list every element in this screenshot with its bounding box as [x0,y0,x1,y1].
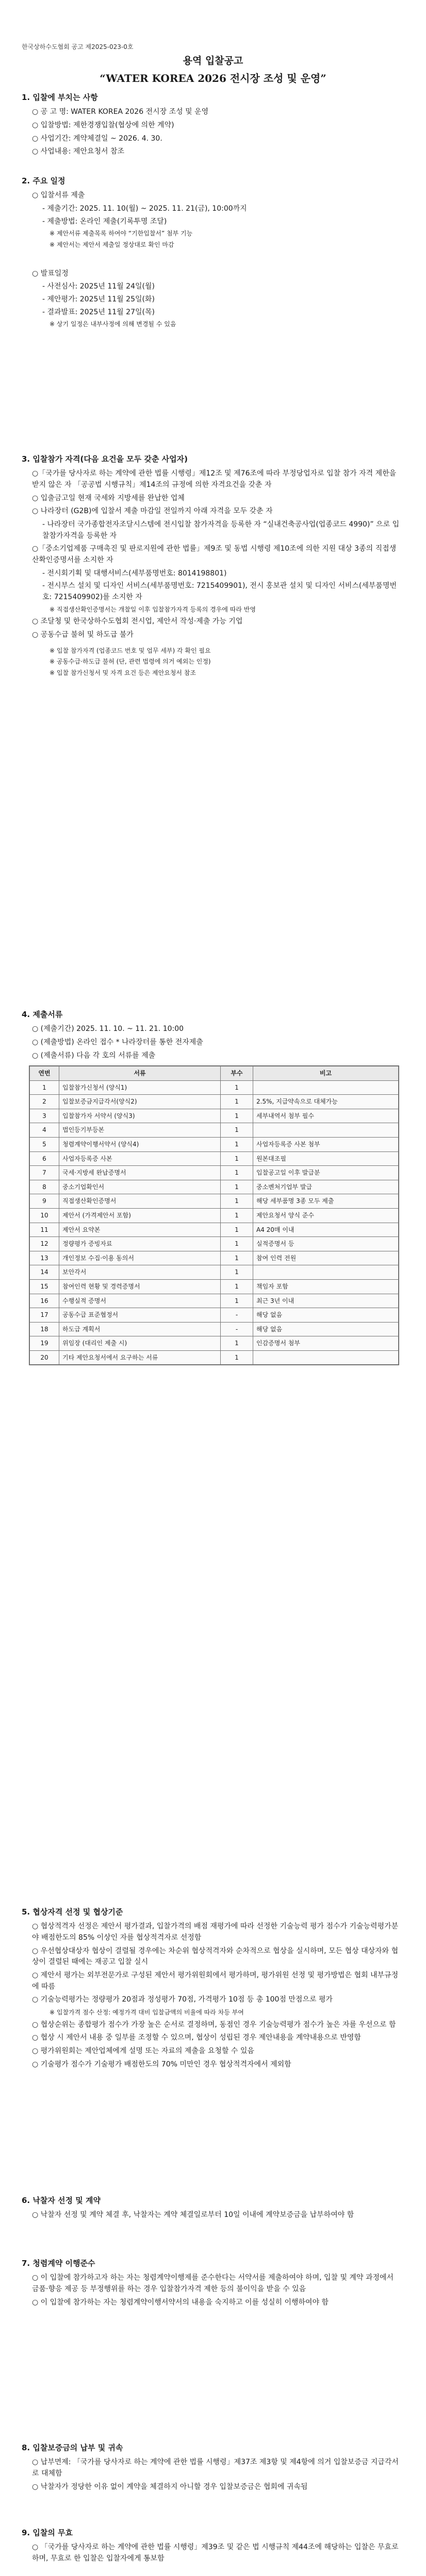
table-cell: 1 [221,1080,253,1095]
table-cell: 19 [30,1336,59,1351]
table-row [30,1322,399,1336]
note-text: ※ 직접생산확인증명서는 개찰일 이후 입찰참가자격 등록의 경우에 따라 반영 [50,605,256,613]
list-item: ○ 낙찰자 선정 및 계약 체결 후, 낙찰자는 계약 체결일로부터 10일 이내에 계약보증금을 납부하여야 함 [32,2211,354,2219]
table-cell: 해당 세부품명 3종 모두 제출 [253,1194,399,1209]
table-cell: 2.5%, 지급약속으로 대체가능 [253,1095,399,1109]
table-header-row [30,1066,399,1081]
table-cell: 참여인력 현황 및 경력증명서 [59,1279,221,1294]
list-item: ○ 기술능력평가는 정량평가 20점과 정성평가 70점, 가격평가 10점 등 총 100점 만점으로 평가 [32,1995,333,2004]
table-cell: 1 [221,1109,253,1123]
table-row [30,1080,399,1095]
list-item: - 결과발표: 2025년 11월 27일(목) [42,308,155,316]
section-bid-bond [0,2442,426,2495]
table-cell: 1 [221,1151,253,1166]
table-row [30,1279,399,1294]
list-item: - 제출기간: 2025. 11. 10(월) ~ 2025. 11. 21(금), 10:00까지 [42,204,247,213]
table-row [30,1308,399,1323]
table-cell: 입찰보증금지급각서(양식2) [59,1095,221,1109]
table-cell: 입찰공고일 이후 발급분 [253,1166,399,1180]
table-cell: 15 [30,1279,59,1294]
list-item: ○ 사업내용: 제안요청서 참조 [32,147,125,156]
section-bid-items [0,92,426,160]
table-cell: 1 [221,1350,253,1365]
table-cell: 1 [221,1237,253,1251]
section-heading: 9. 입찰의 무효 [22,2528,73,2537]
list-item: - 제출방법: 온라인 제출(기록투명 조달) [42,217,167,226]
table-row [30,1095,399,1109]
column-header: 서류 [59,1066,221,1081]
document-number: 한국상하수도협회 공고 제2025-023-0호 [22,43,134,50]
table-cell: 12 [30,1237,59,1251]
section-heading: 5. 협상자격 선정 및 협상기준 [22,1907,123,1917]
list-item: ○ 납부면제: 「국가를 당사자로 하는 계약에 관한 법률 시행령」제37조 제3항 및 제4항에 의거 입찰보증금 지급각서로 대체함 [32,2458,399,2478]
table-cell: 1 [221,1336,253,1351]
table-cell: 7 [30,1166,59,1180]
list-item: ○ 사업기간: 계약체결일 ~ 2026. 4. 30. [32,134,162,143]
table-row [30,1166,399,1180]
page-subtitle: “WATER KOREA 2026 전시장 조성 및 운영” [100,72,326,85]
table-cell: 실적증명서 등 [253,1237,399,1251]
section-contract [0,2195,426,2223]
table-cell: 직접생산확인증명서 [59,1194,221,1209]
table-cell: 중소벤처기업부 발급 [253,1180,399,1194]
list-item: ○ 협상 시 제안서 내용 중 일부를 조정할 수 있으며, 협상이 성립된 경우 제안내용을 계약내용으로 반영함 [32,2033,361,2042]
table-cell: 보안각서 [59,1265,221,1280]
section-heading: 2. 주요 일정 [22,176,65,185]
table-cell: 책임자 포함 [253,1279,399,1294]
table-row [30,1251,399,1265]
table-cell: 공동수급 표준협정서 [59,1308,221,1323]
section-heading: 6. 낙찰자 선정 및 계약 [22,2196,101,2205]
table-cell: 1 [221,1279,253,1294]
table-cell: 수행실적 증명서 [59,1294,221,1308]
table-cell: 기타 제안요청서에서 요구하는 서류 [59,1350,221,1365]
table-cell: 1 [221,1123,253,1138]
list-item: ○ 조달청 및 한국상하수도협회 전시업, 제안서 작성·제출 가능 기업 [32,617,243,626]
table-cell: 정량평가 증빙자료 [59,1237,221,1251]
note-text: ※ 공동수급·하도급 불허 (단, 관련 법령에 의거 예외는 인정) [50,658,211,666]
section-integrity [0,2258,426,2310]
table-body [30,1080,399,1365]
table-row [30,1237,399,1251]
table-cell: 해당 없음 [253,1322,399,1336]
table-cell: 1 [221,1208,253,1223]
section-heading: 7. 청렴계약 이행준수 [22,2259,95,2268]
section-heading: 8. 입찰보증금의 납부 및 귀속 [22,2443,123,2452]
section-heading: 1. 입찰에 부치는 사항 [22,93,98,102]
table-cell [253,1123,399,1138]
table-cell: 14 [30,1265,59,1280]
column-header: 연번 [30,1066,59,1081]
table-row [30,1151,399,1166]
list-item: ○ 이 입찰에 참가하고자 하는 자는 청렴계약이행제를 준수한다는 서약서를 제출하여야 하며, 입찰 및 계약 과정에서 금품·향응 제공 등 부정행위를 하는 경우 입찰참가자격 제한 등의 불이익을 받을 수 있음 [32,2274,394,2293]
table-cell: 4 [30,1123,59,1138]
note-text: ※ 입찰 참가자격 (업종코드 번호 및 업무 세부) 각 확인 필요 [50,647,211,654]
table-cell: 1 [221,1166,253,1180]
table-row [30,1336,399,1351]
section-invalid-bid [0,2527,426,2567]
table-row [30,1223,399,1237]
note-text: ※ 제안서는 제안서 제출일 정상대로 확인 마감 [50,241,174,248]
list-item: ○ 협상순위는 종합평가 점수가 가장 높은 순서로 결정하며, 동점인 경우 기술능력평가 점수가 높은 자를 우선으로 함 [32,2020,396,2029]
table-cell: 18 [30,1322,59,1336]
list-item: ○ 나라장터 (G2B)에 입찰서 제출 마감일 전일까지 아래 자격을 모두 갖춘 자 [32,507,273,516]
table-cell: 사업자등록증 사본 [59,1151,221,1166]
table-cell: 16 [30,1294,59,1308]
table-cell: 법인등기부등본 [59,1123,221,1138]
section-heading: 4. 제출서류 [22,1010,63,1019]
column-header: 부수 [221,1066,253,1081]
table-cell: 해당 없음 [253,1308,399,1323]
section-negotiation [0,1906,426,2072]
list-item: ○ 입찰서류 제출 [32,191,85,200]
table-cell: 세부내역서 첨부 필수 [253,1109,399,1123]
list-item: - 제안평가: 2025년 11월 25일(화) [42,295,155,303]
note-text: ※ 입찰가격 점수 산정: 예정가격 대비 입찰금액의 비율에 따라 차등 부여 [50,2009,244,2016]
documents-table [29,1066,399,1365]
page-title: 용역 입찰공고 [183,55,243,66]
table-cell: 하도급 계획서 [59,1322,221,1336]
table-cell: 제안서 요약본 [59,1223,221,1237]
table-cell: 10 [30,1208,59,1223]
list-item: ○ 공동수급 불허 및 하도급 불가 [32,631,134,639]
table-cell: 1 [221,1265,253,1280]
list-item: ○ (제출방법) 온라인 접수 * 나라장터를 통한 전자제출 [32,1038,203,1046]
list-item: ○「중소기업제품 구매촉진 및 판로지원에 관한 법률」제9조 및 동법 시행령 제10조에 의한 지원 대상 3종의 직접생산확인증명서를 소지한 자 [32,545,397,565]
table-cell [253,1265,399,1280]
table-row [30,1208,399,1223]
table-cell: 1 [30,1080,59,1095]
table-cell: 제안요청서 양식 준수 [253,1208,399,1223]
table-cell: 제안서 (가격제안서 포함) [59,1208,221,1223]
table-cell: 원본대조필 [253,1151,399,1166]
list-item: ○ 「국가를 당사자로 하는 계약에 관한 법률 시행령」제39조 및 같은 법 시행규칙 제44조에 해당하는 입찰은 무효로 하며, 무효로 한 입찰은 입찰자에게 통보함 [32,2543,399,2563]
section-heading: 3. 입찰참가 자격(다음 요건을 모두 갖춘 사업자) [22,454,188,464]
section-schedule [0,175,426,331]
table-cell: 1 [221,1294,253,1308]
note-text: ※ 상기 일정은 내부사정에 의해 변경될 수 있음 [50,320,176,328]
column-header: 비고 [253,1066,399,1081]
table-cell: 1 [221,1137,253,1151]
list-item: ○ 우선협상대상자 협상이 결렬될 경우에는 차순위 협상적격자와 순차적으로 협상을 실시하며, 모든 협상 대상자와 협상이 결렬된 때에는 재공고 입찰 실시 [32,1946,399,1967]
table-cell: 13 [30,1251,59,1265]
table-cell: 1 [221,1095,253,1109]
table-row [30,1194,399,1209]
table-cell: 1 [221,1223,253,1237]
table-cell: 중소기업확인서 [59,1180,221,1194]
table-cell: 위임장 (대리인 제출 시) [59,1336,221,1351]
table-cell: 11 [30,1223,59,1237]
table-cell: 개인정보 수집·이용 동의서 [59,1251,221,1265]
table-cell: 1 [221,1251,253,1265]
table-cell: 입찰참가자 서약서 (양식3) [59,1109,221,1123]
title-block [0,54,426,87]
list-item: ○「국가를 당사자로 하는 계약에 관한 법률 시행령」제12조 및 제76조에 따라 부정당업자로 입찰 참가 자격 제한을 받지 않은 자 「공공법 시행규칙」제14조의 규정에 의한 자격요건을 갖춘 자 [32,469,397,489]
list-item: ○ 입찰방법: 제한경쟁입찰(협상에 의한 계약) [32,121,174,129]
list-item: - 전시부스 설치 및 디자인 서비스(세부품명번호: 7215409901), 전시 홍보관 설치 및 디자인 서비스(세부품명번호: 7215409902)를 소지한 자 [42,582,397,602]
table-cell: - [221,1322,253,1336]
table-cell: 5 [30,1137,59,1151]
table-row [30,1123,399,1138]
table-cell: 6 [30,1151,59,1166]
table-row [30,1294,399,1308]
list-item: - 사전심사: 2025년 11월 24일(월) [42,282,155,291]
list-item: ○ 기술평가 점수가 기술평가 배점한도의 70% 미만인 경우 협상적격자에서 제외함 [32,2060,291,2069]
table-row [30,1109,399,1123]
documents-table-container [29,1065,399,1365]
table-cell: 1 [221,1180,253,1194]
table-row [30,1180,399,1194]
section-documents [0,1009,426,1063]
list-item: ○ 공 고 명: WATER KOREA 2026 전시장 조성 및 운영 [32,108,209,116]
list-item: ○ (제출기간) 2025. 11. 10. ~ 11. 21. 10:00 [32,1025,184,1033]
list-item: ○ 발표일정 [32,269,69,278]
table-cell: 8 [30,1180,59,1194]
table-cell: A4 20매 이내 [253,1223,399,1237]
list-item: - 전시회기획 및 대행서비스(세부품명번호: 8014198801) [42,569,227,578]
list-item: - 나라장터 국가종합전자조달시스템에 전시입찰 참가자격을 등록한 자 “실내건축공사업(업종코드 4990)” 으로 입찰참가자격을 등록한 자 [42,520,400,540]
table-cell: 국세·지방세 완납증명서 [59,1166,221,1180]
list-item: ○ 평가위원회는 제안업체에게 설명 또는 자료의 제출을 요청할 수 있음 [32,2047,254,2056]
table-cell: 입찰참가신청서 (양식1) [59,1080,221,1095]
table-row [30,1350,399,1365]
table-cell: 3 [30,1109,59,1123]
table-row [30,1265,399,1280]
list-item: ○ 제안서 평가는 외부전문가로 구성된 제안서 평가위원회에서 평가하며, 평가위원 선정 및 평가방법은 협회 내부규정에 따름 [32,1971,399,1991]
table-cell [253,1080,399,1095]
table-cell: 인감증명서 첨부 [253,1336,399,1351]
table-cell: 청렴계약이행서약서 (양식4) [59,1137,221,1151]
table-cell: 20 [30,1350,59,1365]
table-cell: 사업자등록증 사본 첨부 [253,1137,399,1151]
list-item: ○ 낙찰자가 정당한 이유 없이 계약을 체결하지 아니할 경우 입찰보증금은 협회에 귀속됨 [32,2482,308,2491]
table-cell: 1 [221,1194,253,1209]
list-item: ○ (제출서류) 다음 각 호의 서류를 제출 [32,1051,156,1060]
list-item: ○ 이 입찰에 참가하는 자는 청렴계약이행서약서의 내용을 숙지하고 이를 성실히 이행하여야 함 [32,2298,329,2307]
note-text: ※ 입찰 참가신청서 및 자격 요건 등은 제안요청서 참조 [50,669,196,676]
note-text: ※ 제안서류 제출목록 하여야 “기한입찰서” 첨부 기능 [50,230,193,238]
table-cell: 참여 인력 전원 [253,1251,399,1265]
table-cell [253,1350,399,1365]
section-qualification [0,453,426,680]
list-item: ○ 입출금고일 현재 국세와 지방세를 완납한 업체 [32,494,185,502]
table-row [30,1137,399,1151]
list-item: ○ 협상적격자 선정은 제안서 평가결과, 입찰가격의 배점 재평가에 따라 선정한 기술능력 평가 점수가 기술능력평가분야 배점한도의 85% 이상인 자를 협상적격자로 선정함 [32,1922,399,1942]
table-cell: 17 [30,1308,59,1323]
table-cell: 최근 3년 이내 [253,1294,399,1308]
table-cell: - [221,1308,253,1323]
table-cell: 2 [30,1095,59,1109]
table-cell: 9 [30,1194,59,1209]
